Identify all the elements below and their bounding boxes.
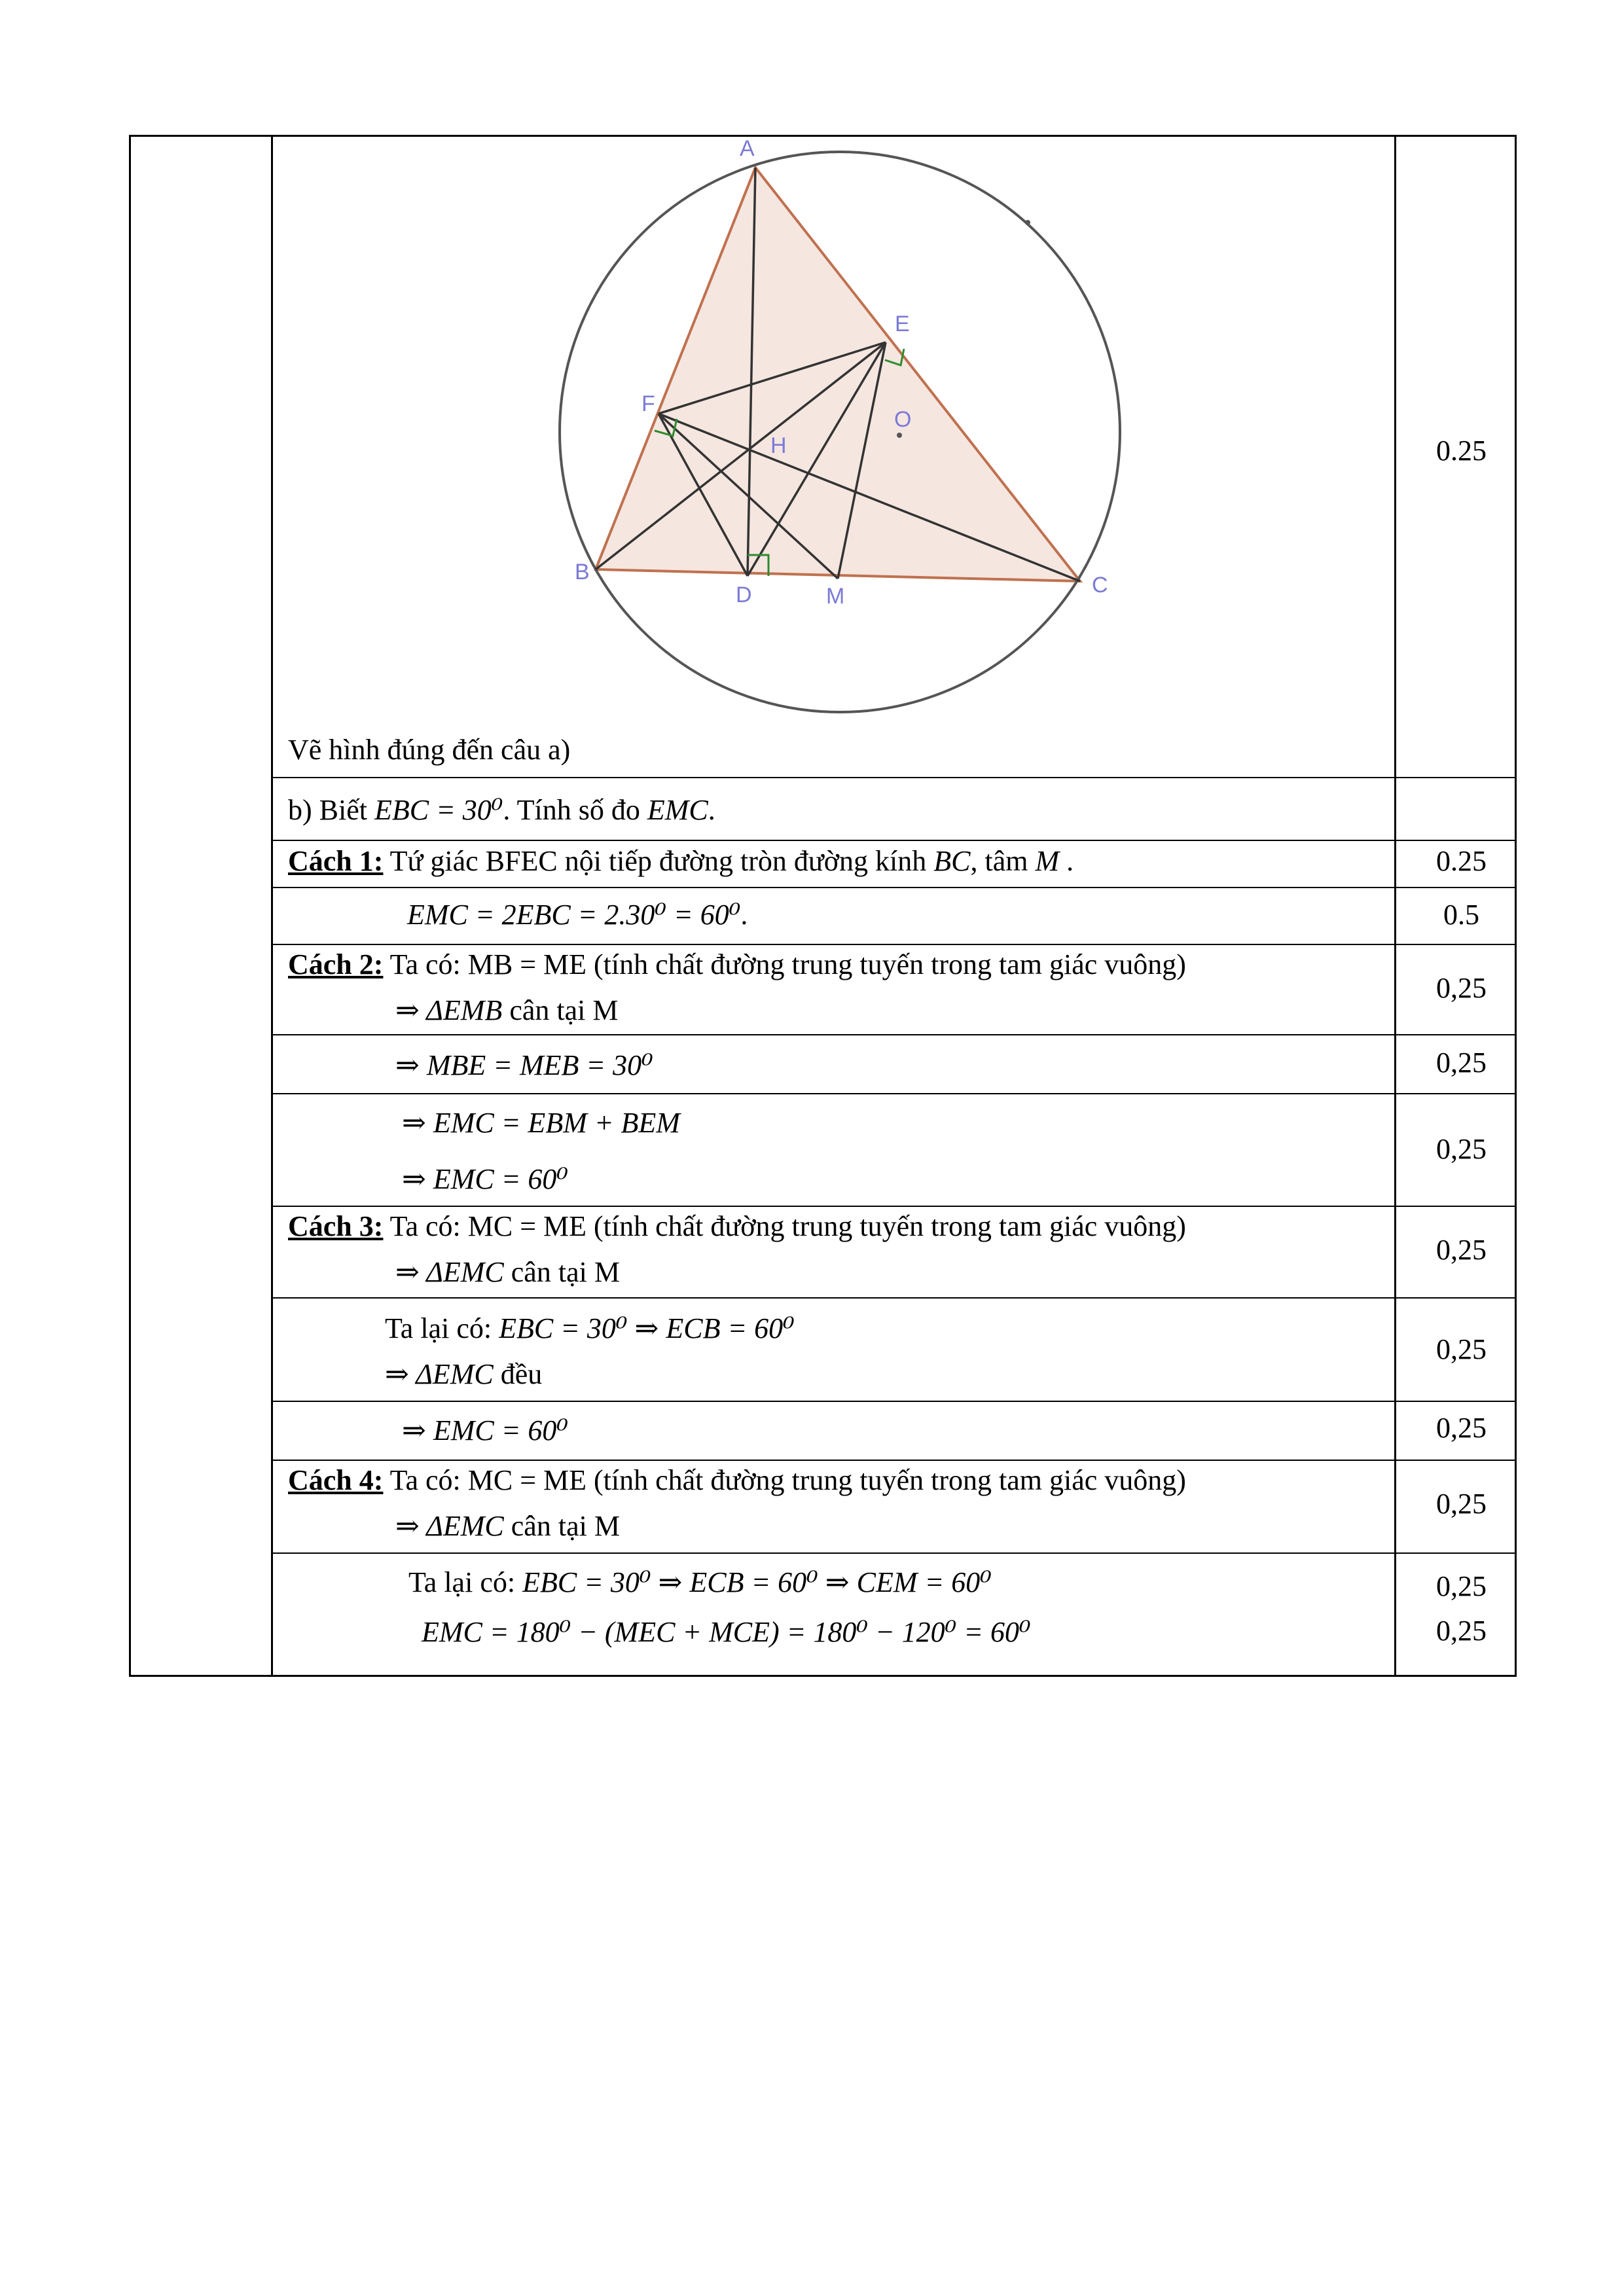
method-3-equilateral [385, 1357, 542, 1391]
label-h: H [770, 433, 787, 458]
method-1-expr: EMC = 2EBC = 2.30⁰ = 60⁰ [407, 899, 741, 931]
score-method-3a: 0,25 [1436, 1234, 1487, 1266]
row-divider [272, 1460, 1517, 1461]
label-a: A [740, 136, 755, 161]
score-figure: 0.25 [1436, 435, 1487, 467]
method-2-step: ⇒ MBE = MEB = 30⁰ [395, 1049, 653, 1081]
method-1-m: M [1035, 845, 1060, 877]
method-4-text: Ta có: MC = ME (tính chất đường trung tuyến trong tam giác vuông) [383, 1464, 1186, 1496]
row-divider [272, 1552, 1517, 1554]
row-divider [272, 1401, 1517, 1402]
method-1-end: . [1059, 845, 1074, 877]
method-3-prefix: Ta lại có: [385, 1312, 499, 1344]
label-b: B [575, 560, 590, 584]
row-divider [272, 840, 1517, 841]
geometry-figure [543, 131, 1132, 733]
method-1-result [407, 898, 748, 932]
method-3-text: Ta có: MC = ME (tính chất đường trung tuyến trong tam giác vuông) [383, 1210, 1186, 1242]
method-3-triangle-2: ⇒ ΔEMC [385, 1358, 494, 1390]
method-2-line2 [395, 994, 618, 1028]
method-1-bc: BC [933, 845, 971, 877]
column-divider-1 [271, 135, 273, 1677]
question-end: . [708, 794, 715, 826]
method-4-triangle: ⇒ ΔEMC [395, 1510, 504, 1542]
method-4-line [288, 1463, 1186, 1498]
method-4-line2-text: cân tại M [503, 1510, 620, 1542]
method-4-given [408, 1566, 992, 1600]
target-angle: EMC [647, 794, 708, 826]
figure-caption: Vẽ hình đúng đến câu a) [288, 734, 571, 766]
method-3-expr: EBC = 30⁰ ⇒ ECB = 60⁰ [499, 1312, 795, 1344]
method-2-label: Cách 2: [288, 948, 384, 980]
question-b [288, 793, 715, 827]
label-f: F [641, 391, 655, 416]
method-3-line [288, 1210, 1186, 1244]
method-2-sum: ⇒ EMC = EBM + BEM [402, 1107, 680, 1139]
method-4-result: EMC = 180⁰ − (MEC + MCE) = 180⁰ − 120⁰ = 60⁰ [422, 1616, 1031, 1648]
row-divider [272, 1093, 1517, 1094]
column-divider-2 [1394, 135, 1396, 1677]
row-divider [272, 777, 1517, 778]
score-method-3c: 0,25 [1436, 1412, 1487, 1444]
score-method-4a: 0,25 [1436, 1488, 1487, 1520]
method-4-prefix: Ta lại có: [408, 1566, 523, 1598]
method-3-line2 [395, 1255, 620, 1289]
row-divider [272, 944, 1517, 945]
triangle-abc [596, 168, 1080, 581]
question-mid: . Tính số đo [503, 794, 647, 826]
score-method-1b: 0.5 [1443, 899, 1479, 931]
question-prefix: b) Biết [288, 794, 374, 826]
method-2-result: ⇒ EMC = 60⁰ [402, 1163, 569, 1195]
method-2-line [288, 948, 1186, 982]
score-method-1a: 0.25 [1436, 845, 1487, 877]
method-2-text: Ta có: MB = ME (tính chất đường trung tuyến trong tam giác vuông) [383, 948, 1186, 980]
score-method-4b: 0,25 [1436, 1570, 1487, 1602]
label-c: C [1092, 573, 1108, 598]
label-e: E [895, 312, 910, 336]
method-3-equilateral-text: đều [493, 1358, 543, 1390]
method-3-given [385, 1312, 795, 1346]
score-method-2c: 0,25 [1436, 1133, 1487, 1165]
label-o: O [894, 407, 912, 432]
label-d: D [736, 583, 752, 607]
method-1-text: Tứ giác BFEC nội tiếp đường tròn đường kính [383, 845, 934, 877]
method-4-expr1: EBC = 30⁰ ⇒ ECB = 60⁰ ⇒ CEM = 60⁰ [522, 1566, 992, 1598]
method-3-label: Cách 3: [288, 1210, 384, 1242]
method-4-label: Cách 4: [288, 1464, 384, 1496]
method-1-label: Cách 1: [288, 845, 384, 877]
method-3-line2-text: cân tại M [503, 1256, 620, 1288]
row-divider [272, 1297, 1517, 1299]
label-m: M [826, 584, 845, 609]
method-1-result-end: . [740, 899, 748, 931]
score-method-2a: 0,25 [1436, 972, 1487, 1004]
row-divider [272, 1034, 1517, 1035]
method-1-mid: , tâm [970, 845, 1036, 877]
given-angle: EBC = 30⁰ [374, 794, 503, 826]
row-divider [272, 1206, 1517, 1207]
method-2-triangle: ⇒ ΔEMB [395, 994, 503, 1026]
score-method-2b: 0,25 [1436, 1047, 1487, 1079]
stray-dot [1025, 220, 1030, 225]
method-4-line2 [395, 1509, 620, 1543]
row-divider [272, 887, 1517, 888]
method-3-triangle: ⇒ ΔEMC [395, 1256, 504, 1288]
score-method-4c: 0,25 [1436, 1615, 1487, 1647]
method-2-line2-text: cân tại M [502, 994, 619, 1026]
method-3-result: ⇒ EMC = 60⁰ [402, 1414, 569, 1446]
method-1-line [288, 844, 1074, 878]
score-method-3b: 0,25 [1436, 1333, 1487, 1365]
center-o-dot [897, 433, 902, 438]
